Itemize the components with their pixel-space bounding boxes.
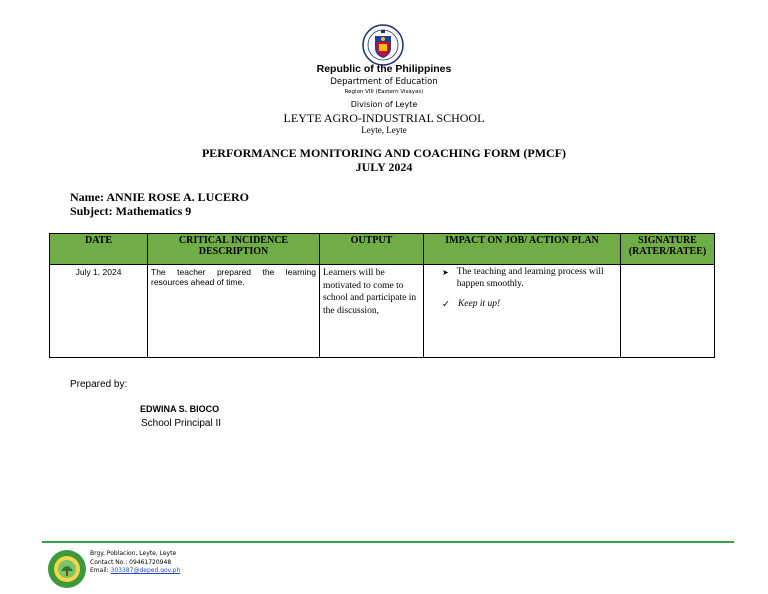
form-title: PERFORMANCE MONITORING AND COACHING FORM (PMCF): [201, 146, 567, 160]
date-column-header: DATE: [50, 234, 148, 265]
signature-cell: [621, 265, 715, 358]
prepared-by-label: Prepared by:: [70, 379, 128, 390]
output-column-header: OUTPUT: [320, 234, 424, 265]
deped-seal-icon: [362, 24, 404, 66]
footer-contact: [90, 550, 180, 576]
subject-line: Subject: Mathematics 9: [70, 204, 192, 218]
date-cell: July 1, 2024: [50, 265, 148, 358]
checkmark-bullet-icon: ✓: [442, 299, 450, 310]
department-name: Department of Education: [330, 77, 438, 87]
division-name: Division of Leyte: [350, 100, 418, 109]
action-bullet: [442, 299, 614, 311]
footer-email-label: Email:: [90, 567, 111, 574]
action-text: Keep it up!: [457, 299, 501, 309]
impact-text: The teaching and learning process will happen smoothly.: [456, 267, 604, 289]
footer-address: Brgy. Poblacion, Leyte, Leyte: [90, 550, 177, 557]
impact-cell: [424, 265, 621, 358]
teacher-name: Name: ANNIE ROSE A. LUCERO: [70, 190, 250, 204]
impact-column-header: IMPACT ON JOB/ ACTION PLAN: [424, 234, 621, 265]
critical-incidence-column-header: CRITICAL INCIDENCE DESCRIPTION: [148, 234, 320, 265]
region-name: Region VIII (Eastern Visayas): [344, 89, 424, 95]
impact-bullet: [442, 267, 614, 290]
principal-position: School Principal II: [141, 418, 222, 429]
school-location: Leyte, Leyte: [361, 125, 407, 135]
table-header-row: [50, 234, 715, 265]
output-cell: Learners will be motivated to come to school and participate in the discussion,: [320, 265, 424, 358]
form-period: JULY 2024: [355, 160, 413, 174]
description-cell: The teacher prepared the learning resources ahead of time.: [148, 265, 320, 358]
pmcf-table: [49, 233, 715, 358]
footer-email-link[interactable]: 303387@deped.gov.ph: [110, 567, 181, 574]
school-name: LEYTE AGRO-INDUSTRIAL SCHOOL: [283, 111, 485, 125]
table-row: [50, 265, 715, 358]
arrow-bullet-icon: ➤: [442, 268, 449, 277]
signature-column-header: SIGNATURE (RATER/RATEE): [621, 234, 715, 265]
principal-name: EDWINA S. BIOCO: [140, 404, 220, 414]
footer-email-line: [90, 567, 180, 576]
footer-divider: [42, 541, 734, 543]
school-logo-icon: [47, 549, 87, 589]
footer-phone: Contact No.: 09461720948: [90, 558, 172, 566]
republic-heading: Republic of the Philippines: [316, 63, 452, 75]
